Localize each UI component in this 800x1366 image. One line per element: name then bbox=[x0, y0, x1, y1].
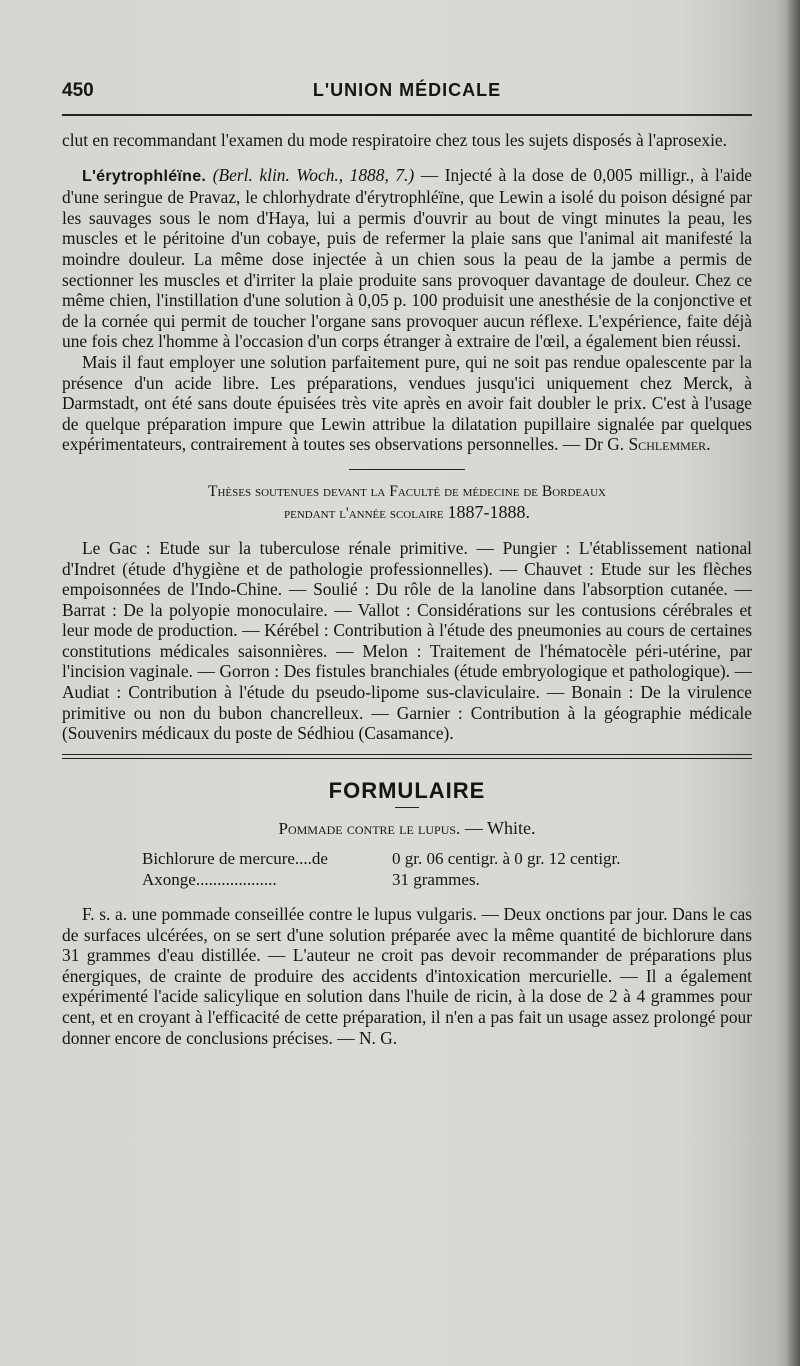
book-spine-shadow bbox=[786, 0, 800, 1366]
article-body-1: — Injecté à la dose de 0,005 milligr., à l'aide d'une seringue de Pravaz, le chlorhydrate d'érytrophléïne, que Lewin a isolé du poison désigné par les sauvages sous le nom d'Haya, lui a permis d'ouvrir au bout de vingt minutes la peau, les muscles et le péritoine d'un cobaye, puis de refermer la plaie sans que l'animal ait manifesté la moindre douleur. La même dose injectée à un chien sous la peau de la jambe a permis de sectionner les muscles et d'irriter la plaie produite sans provoquer davantage de douleur. Chez ce même chien, l'instillation d'une solution à 0,05 p. 100 produisit une anesthésie de la conjonctive et de la cornée qui permit de toucher l'organe sans provoquer aucun réflexe. L'expérience, faite déjà une fois chez l'homme à l'occasion d'un corps étranger à extraire de l'œil, a également bien réussi. bbox=[62, 164, 752, 352]
article-citation: (Berl. klin. Woch., 1888, 7.) bbox=[212, 164, 415, 185]
theses-heading-year: 1887-1888. bbox=[447, 501, 531, 522]
recipe-row bbox=[142, 848, 752, 869]
formulaire-rule bbox=[395, 807, 419, 808]
journal-title: L'UNION MÉDICALE bbox=[312, 80, 502, 100]
signature-name: Schlemmer. bbox=[628, 434, 711, 455]
recipe-ingredient: Axonge................... bbox=[142, 870, 277, 890]
page-content bbox=[62, 130, 752, 1048]
header-rule bbox=[62, 114, 752, 116]
theses-heading bbox=[62, 482, 752, 524]
section-divider bbox=[349, 469, 465, 470]
recipe-ingredient: Bichlorure de mercure....de bbox=[142, 849, 328, 869]
theses-heading-line1: Thèses soutenues devant la Faculté de médecine de Bordeaux bbox=[208, 482, 606, 500]
theses-heading-line2: pendant l'année scolaire bbox=[283, 504, 444, 522]
pommade-heading bbox=[62, 818, 752, 840]
theses-heading-line2-wrap bbox=[62, 502, 752, 524]
double-rule-top bbox=[62, 754, 752, 755]
recipe-quantity: 0 gr. 06 centigr. à 0 gr. 12 centigr. bbox=[392, 849, 621, 869]
recipe-row bbox=[142, 869, 752, 890]
article-paragraph-2 bbox=[62, 352, 752, 455]
article-paragraph bbox=[62, 165, 752, 352]
continuation-paragraph: clut en recommandant l'examen du mode respiratoire chez tous les sujets disposés à l'aprosexie. bbox=[62, 130, 727, 150]
theses-list: Le Gac : Etude sur la tuberculose rénale primitive. — Pungier : L'établissement national d'Indret (étude d'hygiène et de pathologie professionnelles). — Chauvet : Etude sur les flèches empoisonnées de l'Indo-Chine. — Soulié : Du rôle de la lanoline dans l'absorption cutanée. — Barrat : De la polyopie monoculaire. — Vallot : Considérations sur les contusions cérébrales et leur mode de production. — Kérébel : Contribution à l'étude des pneumonies au cours de certaines constitutions médicales saisonnières. — Melon : Traitement de l'hématocèle péri-utérine, par l'incision vaginale. — Gorron : Des fistules branchiales (étude embryologique et pathologique). — Audiat : Contribution à l'étude du pseudo-lipome sus-claviculaire. — Bonain : De la virulence primitive ou non du bubon chancrelleux. — Garnier : Contribution à la géographie médicale (Souvenirs médicaux du poste de Sédhiou (Casamance). bbox=[62, 537, 752, 744]
recipe-list bbox=[142, 848, 752, 890]
double-rule-bottom bbox=[62, 758, 752, 759]
recipe-quantity: 31 grammes. bbox=[392, 870, 480, 890]
formulaire-text: F. s. a. une pommade conseillée contre le lupus vulgaris. — Deux onctions par jour. Dans le cas de surfaces ulcérées, on se sert d'une solution préparée avec la même quantité de bichlorure dans 31 grammes d'eau distillée. — L'auteur ne croit pas devoir recommander de préparations plus énergiques, de crainte de produire des accidents d'intoxication mercurielle. — Il a également expérimenté l'acide salicylique en solution dans l'huile de ricin, à la dose de 2 à 4 grammes pour cent, et en croyant à l'efficacité de cette préparation, il n'en a pas fait un usage assez prolongé pour donner encore de conclusions précises. — N. G. bbox=[62, 904, 752, 1048]
page-number: 450 bbox=[62, 80, 94, 101]
running-head bbox=[62, 80, 752, 106]
pommade-author: — White. bbox=[460, 818, 536, 839]
article-title: L'érytrophléïne. bbox=[82, 167, 207, 185]
article-body-2: Mais il faut employer une solution parfaitement pure, qui ne soit pas rendue opalescente par la présence d'un acide libre. Les préparations, vendues jusqu'ici uniquement chez Merck, à Darmstadt, ont été sans doute épuisées très vite après en avoir fait doubler le prix. C'est à l'usage de quelque préparation impure que Lewin attribue la dilatation pupillaire signalée par quelques expérimentateurs, contrairement à toutes ses observations personnelles. — bbox=[62, 351, 752, 455]
pommade-title: Pommade contre le lupus. bbox=[278, 819, 461, 839]
signature-prefix: Dr G. bbox=[584, 434, 625, 455]
formulaire-heading: FORMULAIRE bbox=[328, 777, 486, 803]
